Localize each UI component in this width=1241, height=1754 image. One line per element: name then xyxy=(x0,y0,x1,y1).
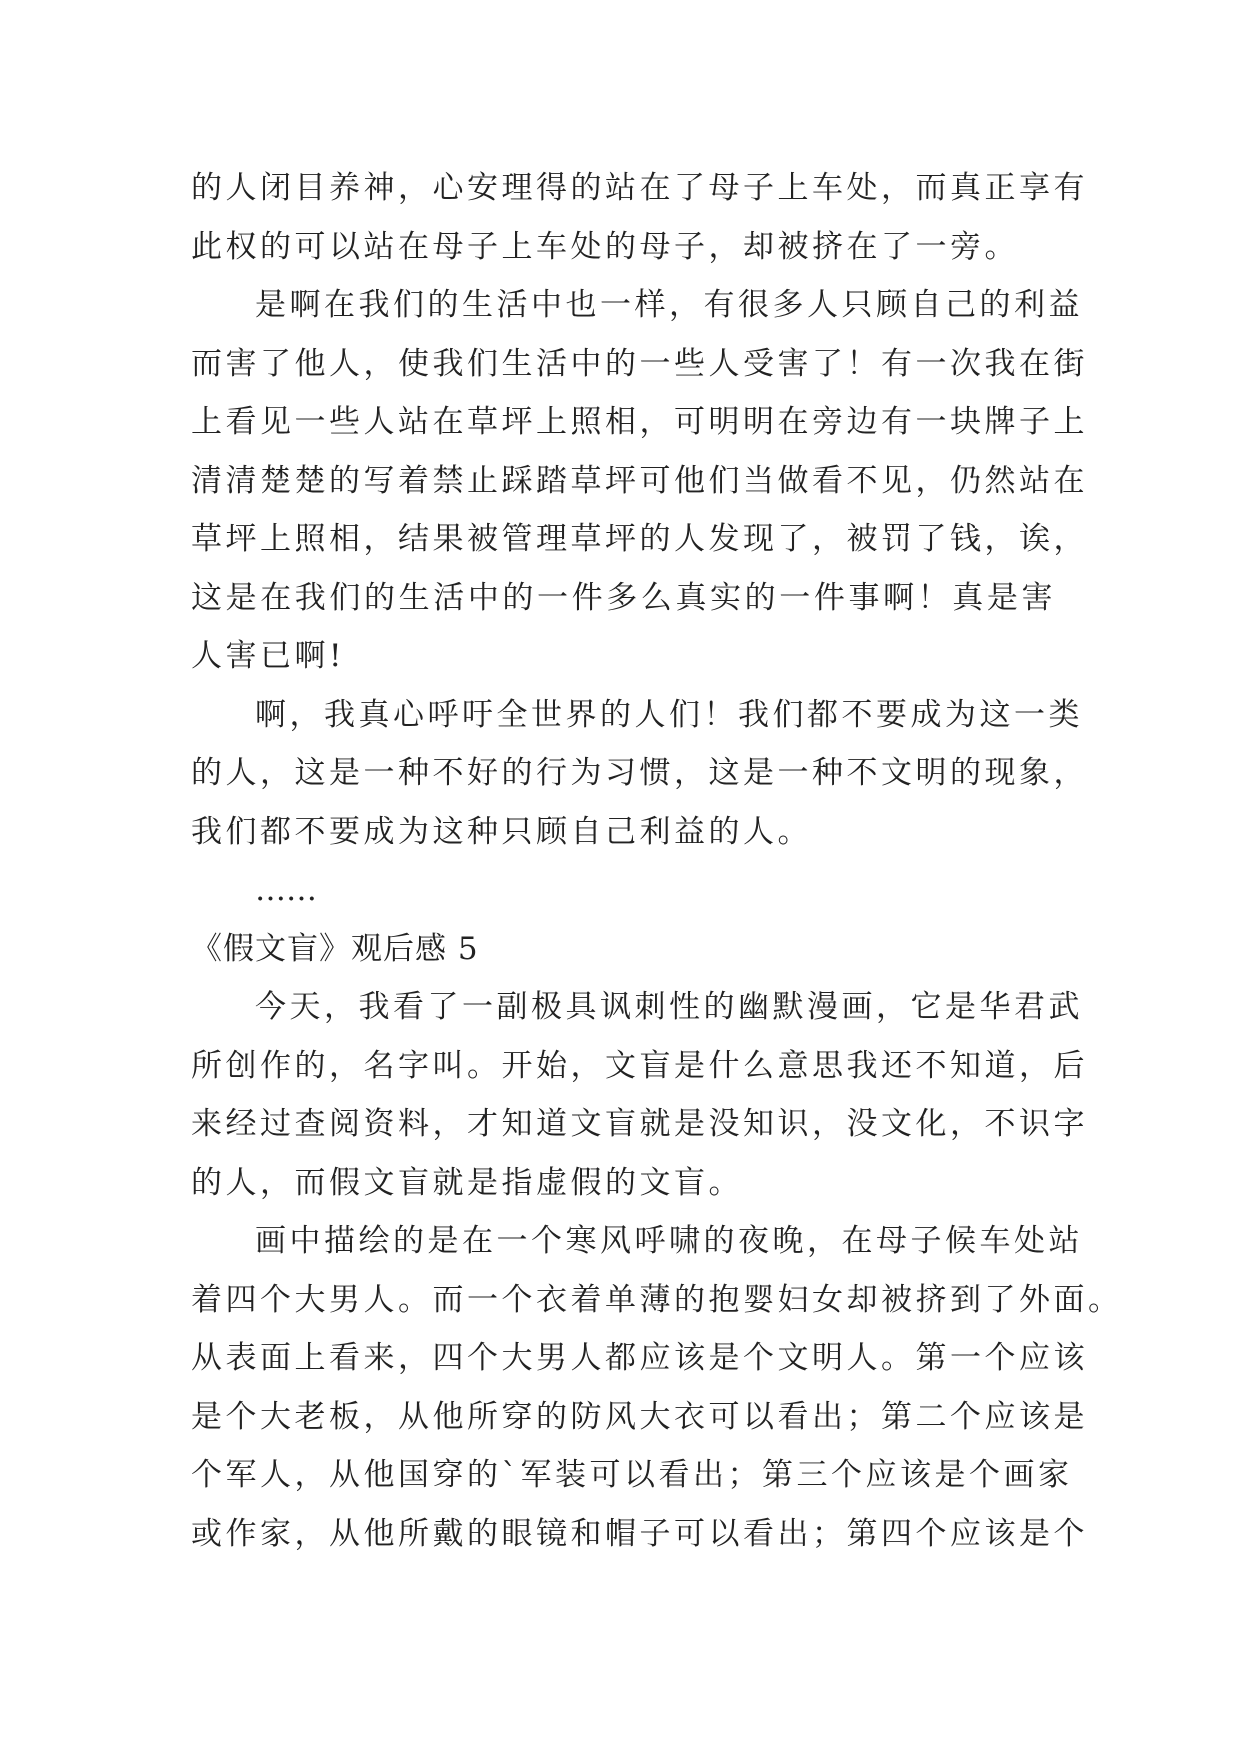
text-line: 或作家，从他所戴的眼镜和帽子可以看出；第四个应该是个 xyxy=(191,1515,1088,1552)
text-line: 是个大老板，从他所穿的防风大衣可以看出；第二个应该是 xyxy=(191,1398,1088,1435)
text-line: 的人闭目养神，心安理得的站在了母子上车处，而真正享有 xyxy=(191,170,1088,206)
text-line: 清清楚楚的写着禁止踩踏草坪可他们当做看不见，仍然站在 xyxy=(191,462,1088,499)
text-line: 我们都不要成为这种只顾自己利益的人。 xyxy=(191,813,812,850)
text-line: 这是在我们的生活中的一件多么真实的一件事啊！真是害 xyxy=(191,579,1056,616)
text-line: 着四个大男人。而一个衣着单薄的抱婴妇女却被挤到了外面。 xyxy=(191,1281,1123,1318)
text-line: 人害已啊! xyxy=(191,638,345,674)
text-line: 而害了他人，使我们生活中的一些人受害了！有一次我在街 xyxy=(191,345,1088,382)
text-line: 来经过查阅资料，才知道文盲就是没知识，没文化，不识字 xyxy=(191,1106,1088,1142)
text-line: 画中描绘的是在一个寒风呼啸的夜晚，在母子候车处站 xyxy=(255,1223,1083,1259)
text-line: 的人，而假文盲就是指虚假的文盲。 xyxy=(191,1164,743,1201)
text-line: 所创作的，名字叫。开始，文盲是什么意思我还不知道，后 xyxy=(191,1047,1088,1084)
section-heading: 《假文盲》观后感 5 xyxy=(191,930,479,967)
text-line: 啊，我真心呼吁全世界的人们！我们都不要成为这一类 xyxy=(255,696,1083,733)
text-line: 草坪上照相，结果被管理草坪的人发现了，被罚了钱，诶， xyxy=(191,521,1088,557)
document-body xyxy=(191,159,1123,1563)
ellipsis-line: …… xyxy=(255,872,317,908)
text-line: 上看见一些人站在草坪上照相，可明明在旁边有一块牌子上 xyxy=(191,404,1088,440)
text-line: 从表面上看来，四个大男人都应该是个文明人。第一个应该 xyxy=(191,1340,1088,1376)
text-line: 的人，这是一种不好的行为习惯，这是一种不文明的现象， xyxy=(191,755,1088,791)
text-line: 个军人，从他国穿的`军装可以看出；第三个应该是个画家 xyxy=(191,1457,1073,1493)
text-line: 是啊在我们的生活中也一样，有很多人只顾自己的利益 xyxy=(255,287,1083,323)
text-line: 今天，我看了一副极具讽刺性的幽默漫画，它是华君武 xyxy=(255,989,1083,1025)
text-line: 此权的可以站在母子上车处的母子，却被挤在了一旁。 xyxy=(191,228,1019,265)
